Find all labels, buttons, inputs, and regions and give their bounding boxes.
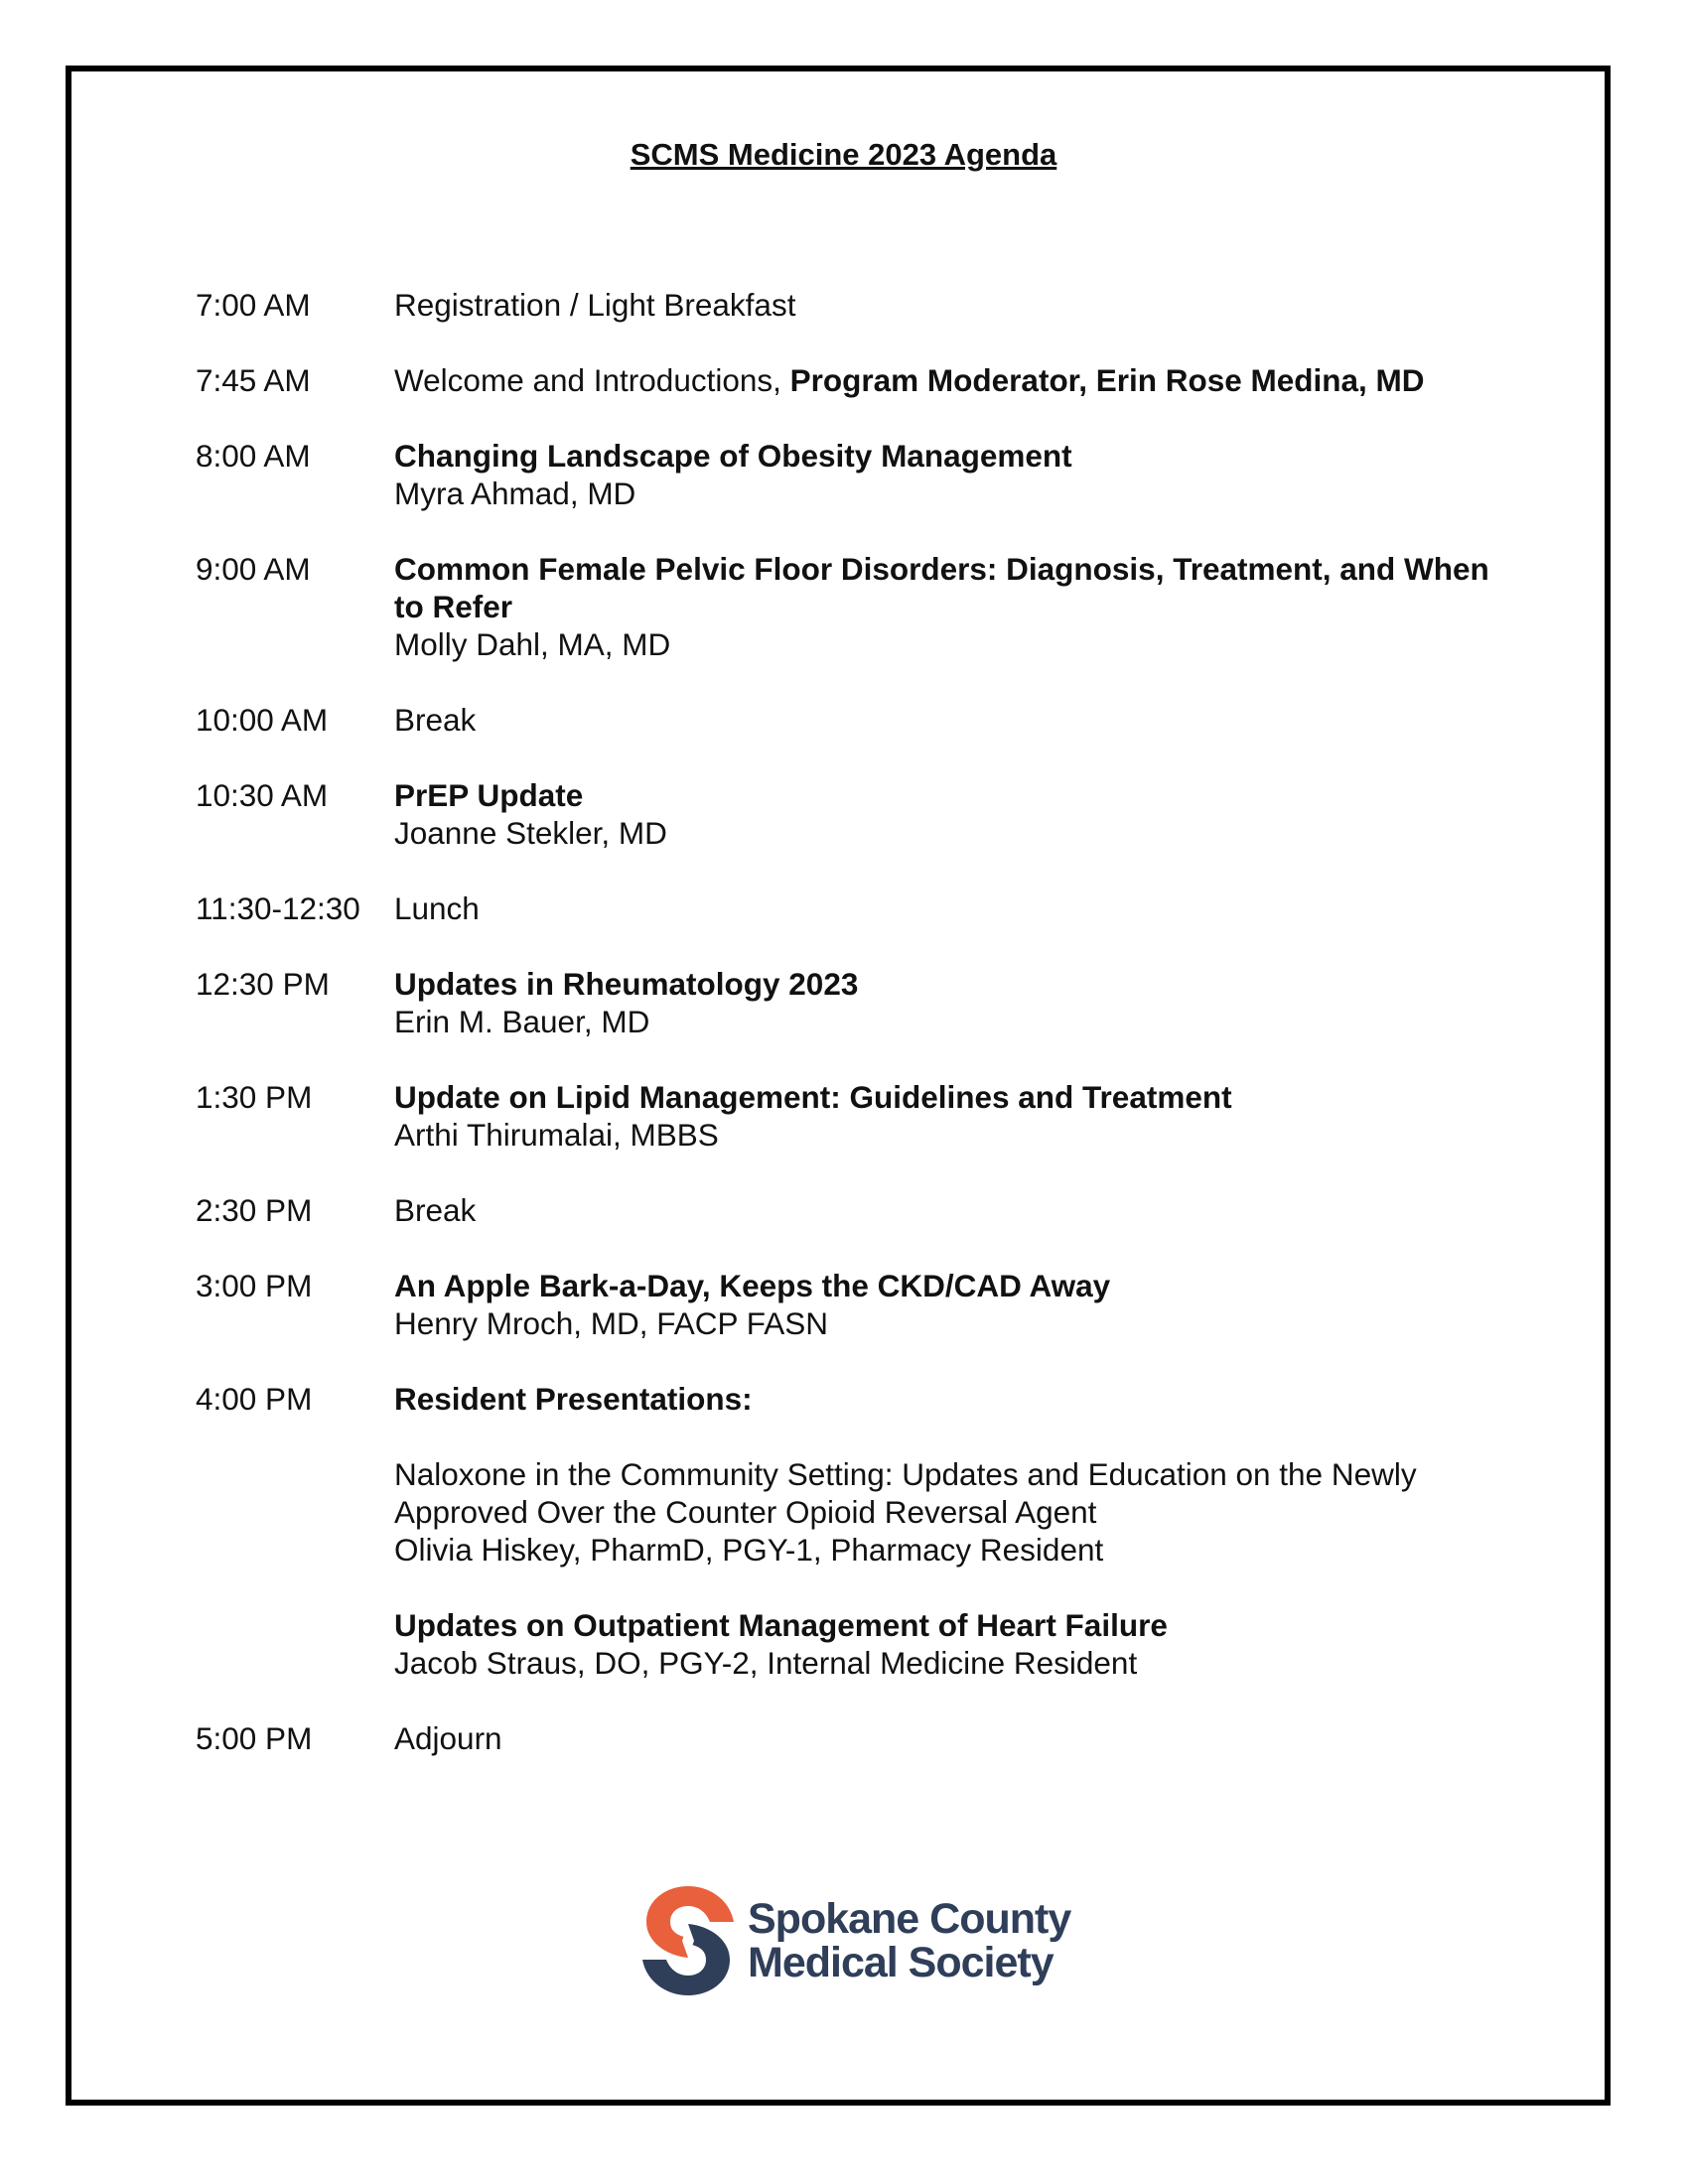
agenda-row xyxy=(196,1380,1516,1682)
agenda-row xyxy=(196,437,1516,512)
presentation-title: Naloxone in the Community Setting: Updates and Education on the Newly Approved Over the Counter Opioid Reversal Agent xyxy=(394,1456,1417,1530)
agenda-row xyxy=(196,1719,1516,1757)
agenda-time: 10:00 AM xyxy=(196,702,329,738)
agenda-text: Adjourn xyxy=(394,1720,502,1756)
session-title: Resident Presentations: xyxy=(394,1381,753,1417)
session-speaker: Myra Ahmad, MD xyxy=(394,476,636,511)
agenda-time: 4:00 PM xyxy=(196,1381,313,1417)
moderator-name: Program Moderator, Erin Rose Medina, MD xyxy=(789,362,1425,398)
page-title: SCMS Medicine 2023 Agenda xyxy=(630,137,1057,172)
scms-logo xyxy=(640,1884,1070,1997)
agenda-row xyxy=(196,1191,1516,1229)
session-speaker: Erin M. Bauer, MD xyxy=(394,1004,650,1039)
agenda-text: Welcome and Introductions, xyxy=(394,362,790,398)
logo-line-2: Medical Society xyxy=(748,1939,1054,1986)
agenda-text: Lunch xyxy=(394,890,480,926)
presentation-title: Updates on Outpatient Management of Heart Failure xyxy=(394,1607,1168,1643)
agenda-time: 2:30 PM xyxy=(196,1192,313,1228)
agenda-row xyxy=(196,361,1516,399)
agenda-text: Break xyxy=(394,1192,477,1228)
session-title: Update on Lipid Management: Guidelines and Treatment xyxy=(394,1079,1232,1115)
agenda-row xyxy=(196,776,1516,852)
session-title: Updates in Rheumatology 2023 xyxy=(394,966,859,1002)
agenda-time: 9:00 AM xyxy=(196,551,311,587)
agenda-time: 7:45 AM xyxy=(196,362,311,398)
agenda-row xyxy=(196,550,1516,663)
session-speaker: Molly Dahl, MA, MD xyxy=(394,626,671,662)
scms-logo-text xyxy=(748,1897,1070,1984)
agenda-row xyxy=(196,701,1516,739)
agenda-list xyxy=(196,286,1516,1795)
session-title: Common Female Pelvic Floor Disorders: Diagnosis, Treatment, and When to Refer xyxy=(394,551,1489,624)
session-title: PrEP Update xyxy=(394,777,584,813)
resident-presentation xyxy=(394,1606,1516,1682)
agenda-time: 8:00 AM xyxy=(196,438,311,474)
resident-presentation xyxy=(394,1455,1516,1569)
session-speaker: Arthi Thirumalai, MBBS xyxy=(394,1117,719,1153)
agenda-text: Break xyxy=(394,702,477,738)
presentation-speaker: Olivia Hiskey, PharmD, PGY-1, Pharmacy Resident xyxy=(394,1532,1104,1568)
session-speaker: Joanne Stekler, MD xyxy=(394,815,667,851)
session-title: Changing Landscape of Obesity Management xyxy=(394,438,1072,474)
agenda-row xyxy=(196,1267,1516,1342)
scms-logo-mark xyxy=(640,1884,736,1997)
agenda-row xyxy=(196,965,1516,1040)
presentation-speaker: Jacob Straus, DO, PGY-2, Internal Medicine Resident xyxy=(394,1645,1138,1681)
agenda-text: Registration / Light Breakfast xyxy=(394,287,796,323)
agenda-time: 11:30-12:30 xyxy=(196,890,360,926)
agenda-time: 7:00 AM xyxy=(196,287,311,323)
agenda-row xyxy=(196,1078,1516,1154)
session-title: An Apple Bark-a-Day, Keeps the CKD/CAD Away xyxy=(394,1268,1111,1303)
agenda-time: 5:00 PM xyxy=(196,1720,313,1756)
logo-line-1: Spokane County xyxy=(748,1895,1071,1943)
agenda-time: 3:00 PM xyxy=(196,1268,313,1303)
agenda-time: 10:30 AM xyxy=(196,777,329,813)
agenda-row xyxy=(196,286,1516,324)
agenda-time: 1:30 PM xyxy=(196,1079,313,1115)
agenda-time: 12:30 PM xyxy=(196,966,330,1002)
agenda-row xyxy=(196,889,1516,927)
session-speaker: Henry Mroch, MD, FACP FASN xyxy=(394,1305,829,1341)
